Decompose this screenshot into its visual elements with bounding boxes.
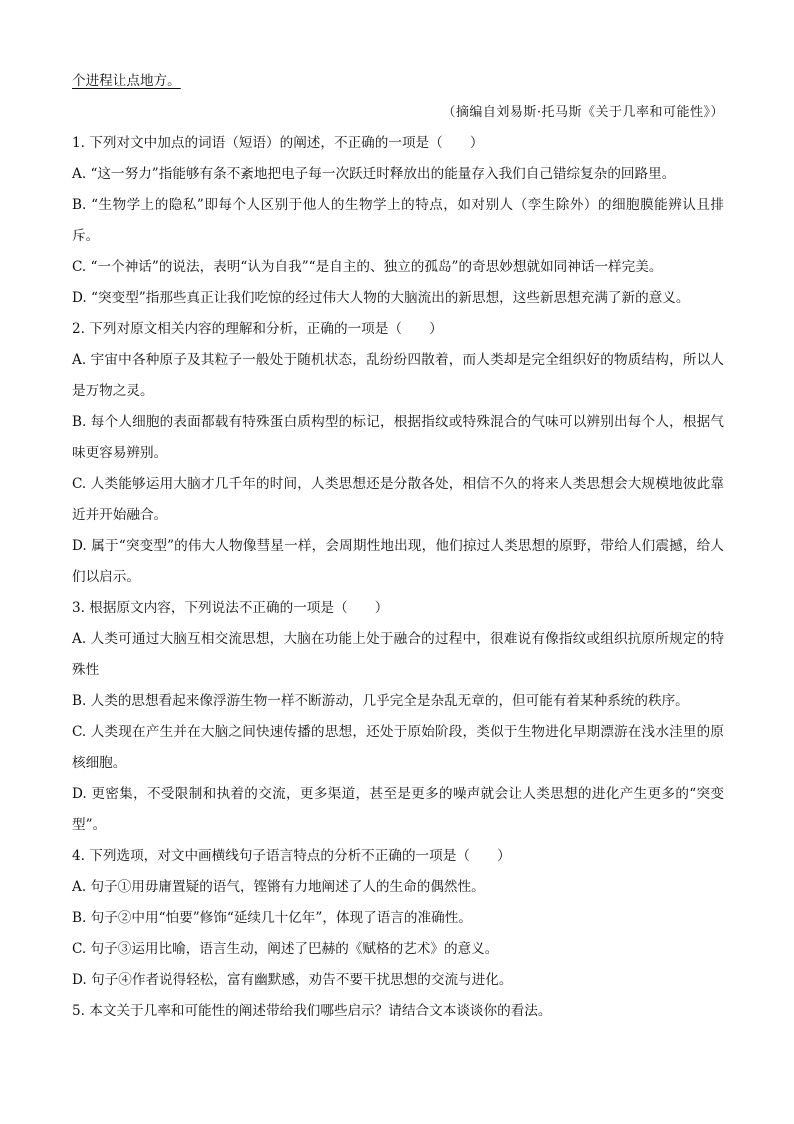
question-stem: 2. 下列对原文相关内容的理解和分析，正确的一项是（ ） — [72, 321, 443, 337]
option-a: A. 句子①用毋庸置疑的语气，铿锵有力地阐述了人的生命的偶然性。 — [72, 879, 485, 895]
option-c: C. “一个神话”的说法，表明“认为自我”“是自主的、独立的孤岛”的奇思妙想就如同神话一样完美。 — [72, 259, 663, 275]
question-stem: 4. 下列选项，对文中画横线句子语言特点的分析不正确的一项是（ ） — [72, 848, 511, 864]
option-a: A. 宇宙中各种原子及其粒子一般处于随机状态，乱纷纷四散着，而人类却是完全组织好的物质结构，所以人是万物之灵。 — [72, 352, 724, 399]
question-2 — [72, 314, 724, 593]
exam-page — [72, 66, 724, 1027]
option-b: B. 每个人细胞的表面都载有特殊蛋白质构型的标记，根据指纹或特殊混合的气味可以辨别出每个人，根据气味更容易辨别。 — [72, 414, 724, 461]
option-c: C. 句子③运用比喻，语言生动，阐述了巴赫的《赋格的艺术》的意义。 — [72, 941, 499, 957]
option-b: B. 句子②中用“怕要”修饰“延续几十亿年”，体现了语言的准确性。 — [72, 910, 472, 926]
option-d: D. 句子④作者说得轻松，富有幽默感，劝告不要干扰思想的交流与进化。 — [72, 972, 513, 988]
question-5 — [72, 996, 724, 1027]
question-stem: 3. 根据原文内容，下列说法不正确的一项是（ ） — [72, 600, 389, 616]
question-4 — [72, 841, 724, 996]
passage-tail-fragment: 个进程让点地方。 — [72, 73, 181, 89]
question-1 — [72, 128, 724, 314]
question-stem: 5. 本文关于几率和可能性的阐述带给我们哪些启示？请结合文本谈谈你的看法。 — [72, 1003, 552, 1019]
option-b: B. “生物学上的隐私”即每个人区别于他人的生物学上的特点，如对别人（孪生除外）的细胞膜能辨认且排斥。 — [72, 197, 724, 244]
option-d: D. “突变型”指那些真正让我们吃惊的经过伟大人物的大脑流出的新思想，这些新思想充满了新的意义。 — [72, 290, 690, 306]
option-d: D. 属于“突变型”的伟大人物像彗星一样，会周期性地出现，他们掠过人类思想的原野，带给人们震撼，给人们以启示。 — [72, 538, 724, 585]
option-d: D. 更密集，不受限制和执着的交流，更多渠道，甚至是更多的噪声就会让人类思想的进化产生更多的“突变型”。 — [72, 786, 724, 833]
option-c: C. 人类能够运用大脑才几千年的时间，人类思想还是分散各处，相信不久的将来人类思想会大规模地彼此靠近并开始融合。 — [72, 476, 724, 523]
option-a: A. 人类可通过大脑互相交流思想，大脑在功能上处于融合的过程中，很难说有像指纹或组织抗原所规定的特殊性 — [72, 631, 724, 678]
passage-source: （摘编自刘易斯·托马斯《关于几率和可能性》） — [442, 105, 724, 120]
option-b: B. 人类的思想看起来像浮游生物一样不断游动，几乎完全是杂乱无章的，但可能有着某种系统的秩序。 — [72, 693, 689, 709]
option-c: C. 人类现在产生并在大脑之间快速传播的思想，还处于原始阶段，类似于生物进化早期漂游在浅水洼里的原核细胞。 — [72, 724, 724, 771]
question-3 — [72, 593, 724, 841]
option-a: A. “这一努力”指能够有条不紊地把电子每一次跃迁时释放出的能量存入我们自己错综复杂的回路里。 — [72, 166, 676, 182]
question-stem: 1. 下列对文中加点的词语（短语）的阐述，不正确的一项是（ ） — [72, 135, 484, 151]
